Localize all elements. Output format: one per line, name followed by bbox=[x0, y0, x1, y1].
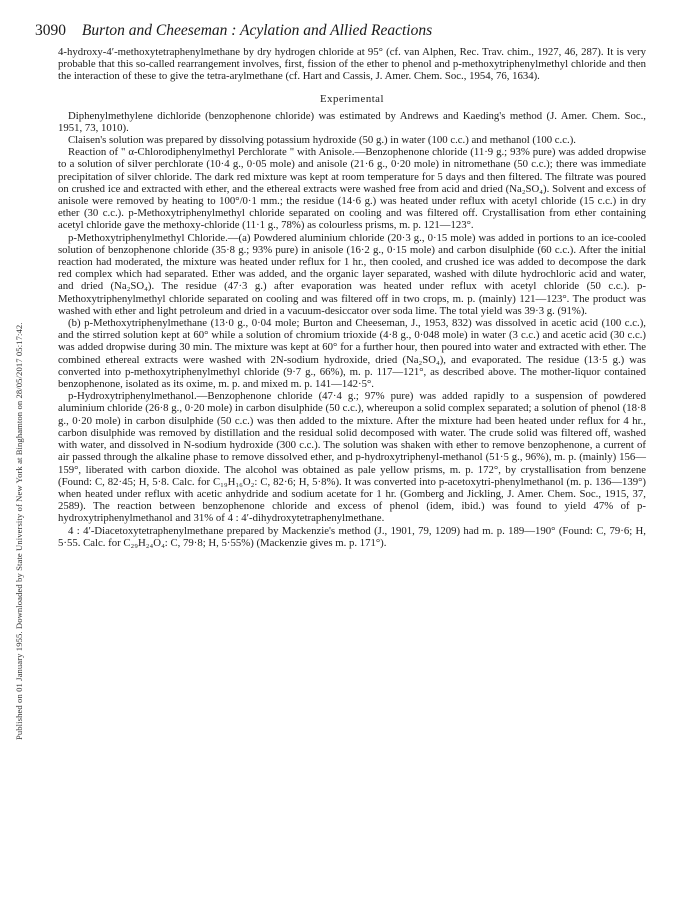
body-paragraph-4: p-Methoxytriphenylmethyl Chloride.—(a) Powdered aluminium chloride (20·3 g., 0·15 mole) was added in portions to an ice-cooled solution of benzophenone chloride (35·8 g.; 93% pure) in anisole (16·2 g., 0·15 mole) and carbon disulphide (60 c.c.). After the initial reaction had moderated, the mixture was heated under reflux for 1 hr., then cooled, and crushed ice was added to decompose the dark red complex which had separated. Ether was added, and the organic layer separated, washed with dilute hydrochloric acid and water, and dried (Na₂SO₄). The residue (47·3 g.) after evaporation was heated under reflux with acetyl chloride (50 c.c.). p-Methoxytriphenylmethyl chloride separated on cooling and was filtered off in two crops, m. p. (mainly) 121—123°. The product was washed with ether and light petroleum and dried in a vacuum-desiccator over soda lime. The total yield was 39·3 g. (91%). bbox=[58, 231, 646, 317]
body-paragraph-6: p-Hydroxytriphenylmethanol.—Benzophenone chloride (47·4 g.; 97% pure) was added rapidly to a suspension of powdered aluminium chloride (26·8 g., 0·20 mole) in carbon disulphide (50 c.c.), whereupon a solid complex separated; a solution of phenol (18·8 g., 0·20 mole) in carbon disulphide (50 c.c.) was then added to the mixture. After the mixture had been heated under reflux for 4 hr., carbon disulphide was removed by distillation and the residual solid decomposed with water. The crude solid was filtered off, washed with water, and dissolved in N-sodium hydroxide (300 c.c.). The solution was shaken with ether to remove benzophenone, a current of air passed through the alkaline phase to remove dissolved ether, and p-hydroxytriphenyl-methanol (51·5 g., 96%), m. p. (mainly) 156—159°, liberated with carbon dioxide. The alcohol was obtained as pale yellow prisms, m. p. 172°, by crystallisation from benzene (Found: C, 82·45; H, 5·8. Calc. for C₁₉H₁₆O₂: C, 82·6; H, 5·8%). It was converted into p-acetoxytri-phenylmethanol (m. p. 136—139°) when heated under reflux with acetic anhydride and sodium acetate for 1 hr. (Gomberg and Jickling, J. Amer. Chem. Soc., 1915, 37, 2589). The reaction between benzophenone chloride and excess of phenol (idem, ibid.) was found to yield 47% of p-hydroxytriphenylmethanol and 31% of 4 : 4′-dihydroxytetraphenylmethane. bbox=[58, 390, 646, 525]
body-paragraph-7: 4 : 4′-Diacetoxytetraphenylmethane prepared by Mackenzie's method (J., 1901, 79, 1209) had m. p. 189—190° (Found: C, 79·6; H, 5·55. Calc. for C₂₉H₂₄O₄: C, 79·8; H, 5·55%) (Mackenzie gives m. p. 171°). bbox=[58, 524, 646, 549]
download-notice-text: Published on 01 January 1955. Downloaded by State University of New York at Binghamton on 28/05/2017 05:17:42. bbox=[14, 322, 24, 740]
body-paragraph-1: Diphenylmethylene dichloride (benzophenone chloride) was estimated by Andrews and Kaeding's method (J. Amer. Chem. Soc., 1951, 73, 1010). bbox=[58, 109, 646, 134]
intro-paragraph: 4-hydroxy-4′-methoxytetraphenylmethane by dry hydrogen chloride at 95° (cf. van Alphen, Rec. Trav. chim., 1927, 46, 287). It is very probable that this so-called rearrangement involves, first, fission of the ether to phenol and p-methoxytriphenylmethyl chloride and then the interaction of these to give the tetra-arylmethane (cf. Hart and Cassis, J. Amer. Chem. Soc., 1954, 76, 1634). bbox=[58, 46, 646, 83]
journal-page bbox=[35, 22, 646, 549]
running-title: Burton and Cheeseman : Acylation and Allied Reactions bbox=[81, 22, 433, 39]
body-paragraph-3: Reaction of " α-Chlorodiphenylmethyl Perchlorate " with Anisole.—Benzophenone chloride (11·9 g.; 93% pure) was added dropwise to a solution of silver perchlorate (10·4 g., 0·05 mole) and anisole (21·6 g., 0·20 mole) in nitromethane (50 c.c.); there was immediate precipitation of silver chloride. The dark red mixture was kept at room temperature for 5 days and then filtered. The filtrate was poured on crushed ice and extracted with ether, and the ethereal extracts were washed free from acid and dried (Na₂SO₄). Solvent and excess of anisole were removed by heating to 100°/0·1 mm.; the residue (14·6 g.) was heated under reflux with acetyl chloride (15 c.c.) in dry ether (30 c.c.). p-Methoxytriphenylmethyl chloride separated on cooling and was filtered off. Crystallisation from ether containing acetyl chloride gave the methoxy-chloride (11·1 g., 78%) as colourless prisms, m. p. 121—123°. bbox=[58, 146, 646, 232]
body-paragraph-5: (b) p-Methoxytriphenylmethane (13·0 g., 0·04 mole; Burton and Cheeseman, J., 1953, 832) was dissolved in acetic acid (100 c.c.), and the stirred solution kept at 60° while a solution of chromium trioxide (4·8 g., 0·048 mole) in water (3 c.c.) and acetic acid (30 c.c.) was added dropwise during 30 min. The mixture was kept at 60° for a further hour, then poured into water and extracted with ether. The combined ethereal extracts were washed with 2N-sodium hydroxide, dried (Na₂SO₄), and evaporated. The residue (13·5 g.) was converted into p-methoxytriphenylmethyl chloride (9·7 g., 66%), m. p. 117—121°, as described above. The mother-liquor contained benzophenone, isolated as its oxime, m. p. and mixed m. p. 141—142·5°. bbox=[58, 317, 646, 391]
page-number: 3090 bbox=[35, 22, 66, 39]
running-header bbox=[35, 22, 646, 40]
section-heading: Experimental bbox=[320, 92, 384, 105]
body-paragraph-2: Claisen's solution was prepared by dissolving potassium hydroxide (50 g.) in water (100 c.c.) and methanol (100 c.c.). bbox=[68, 134, 576, 147]
download-notice bbox=[0, 0, 26, 913]
